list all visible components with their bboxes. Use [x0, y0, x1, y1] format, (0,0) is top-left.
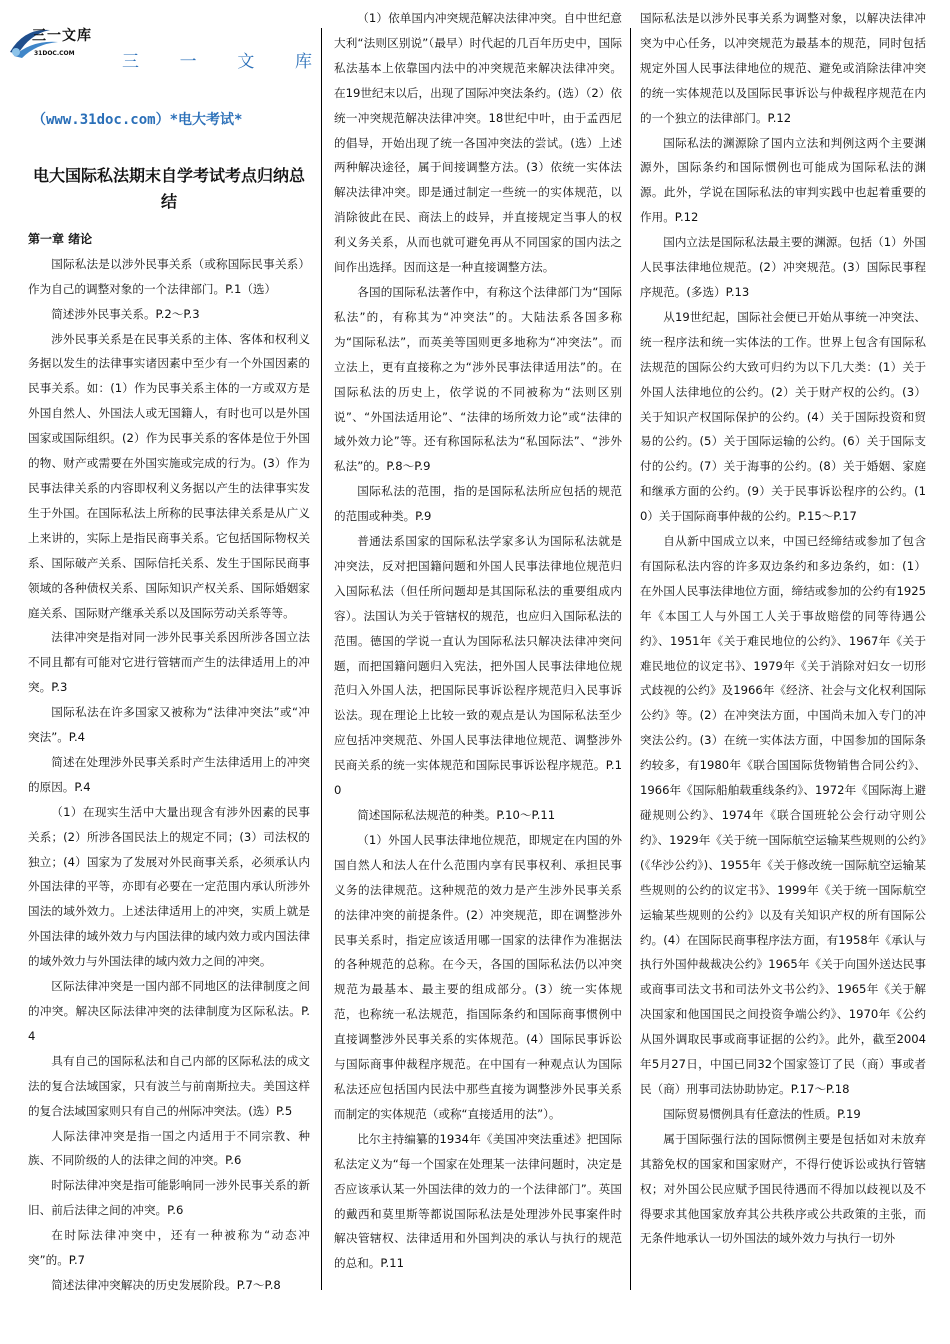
paragraph: 国际私法是以涉外民事关系为调整对象，以解决法律冲突为中心任务，以冲突规范为最基本的规范，同时包括规定外国人民事法律地位的规范、避免或消除法律冲突的统一实体规范以及国际民事诉讼与仲裁程序规范在内的一个独立的法律部门。P.12	[640, 11, 926, 125]
document-title: 电大国际私法期末自学考试考点归纳总结	[32, 165, 305, 211]
paragraph: 时际法律冲突是指可能影响同一涉外民事关系的新旧、前后法律之间的冲突。P.6	[28, 1178, 310, 1218]
paragraph: 国际贸易惯例具有任意法的性质。P.19	[663, 1106, 861, 1121]
brand-char: 一	[179, 52, 197, 72]
column-divider-1	[321, 28, 322, 1290]
paragraph: 国际私法是以涉外民事关系（或称国际民事关系）作为自己的调整对象的一个法律部门。P.1（选）	[28, 256, 310, 296]
paragraph: （1）在现实生活中大量出现含有涉外因素的民事关系；(2）所涉各国民法上的规定不同；(3）司法权的独立；(4）国家为了发展对外民商事关系，必须承认内外国法律的平等，亦即有必要在一定范围内承认所涉外国法的域外效力。上述法律适用上的冲突，实质上就是外国法律的域外效力与内国法律的域内效力或内国法律的域外效力与外国法律的域内效力之间的冲突。	[28, 804, 310, 969]
paragraph: 简述法律冲突解决的历史发展阶段。P.7～P.8	[51, 1277, 281, 1292]
paragraph: 比尔主持编纂的1934年《美国冲突法重述》把国际私法定义为“每一个国家在处理某一法律问题时，决定是否应该承认某一外国法律的效力的一个法律部门”。英国的戴西和莫里斯等都说国际私法是处理涉外民事案件时解决管辖权、法律适用和外国判决的承认与执行的规范的总和。P.11	[334, 1131, 622, 1271]
chapter-heading: 第一章 绪论	[28, 231, 93, 246]
paragraph: 具有自己的国际私法和自己内部的区际私法的成文法的复合法域国家，只有波兰与前南斯拉夫。美国这样的复合法域国家则只有自己的州际冲突法。(选）P.5	[28, 1053, 310, 1118]
paragraph: 国际私法的渊源除了国内立法和判例这两个主要渊源外，国际条约和国际惯例也可能成为国际私法的渊源。此外，学说在国际私法的审判实践中也起着重要的作用。P.12	[640, 135, 926, 225]
paragraph: 从19世纪起，国际社会便已开始从事统一冲突法、统一程序法和统一实体法的工作。世界上包含有国际私法规范的国际公约大致可归约为以下几大类：(1）关于外国人法律地位的公约。(2）关于财产权的公约。(3）关于知识产权国际保护的公约。(4）关于国际投资和贸易的公约。(5）关于国际运输的公约。(6）关于国际支付的公约。(7）关于海事的公约。(8）关于婚姻、家庭和继承方面的公约。(9）关于民事诉讼程序的公约。(10）关于国际商事仲裁的公约。P.15～P.17	[640, 309, 926, 524]
paragraph: 人际法律冲突是指一国之内适用于不同宗教、种族、不同阶级的人的法律之间的冲突。P.6	[28, 1128, 310, 1168]
site-link[interactable]: （www.31doc.com）*电大考试*	[32, 112, 243, 128]
paragraph: 简述国际私法规范的种类。P.10～P.11	[357, 808, 556, 822]
column-1	[28, 22, 310, 1298]
paragraph: 涉外民事关系是在民事关系的主体、客体和权利义务据以发生的法律事实诸因素中至少有一个外国因素的民事关系。如：(1）作为民事关系主体的一方或双方是外国自然人、外国法人或无国籍人，有时也可以是外国国家或国际组织。(2）作为民事关系的客体是位于外国的物、财产或需要在外国实施或完成的行为。(3）作为民事法律关系的内容即权利义务据以产生的法律事实发生于外国。在国际私法上所称的民事法律关系是从广义上来讲的，实际上是指民商事关系。它包括国际物权关系、国际破产关系、国际信托关系、发生于国际民商事领域的各种债权关系、国际知识产权关系、国际婚姻家庭关系、国际财产继承关系以及国际劳动关系等等。	[28, 331, 310, 620]
column-3	[640, 6, 926, 1251]
column-2	[334, 6, 622, 1276]
logo-text: 三一文库	[32, 28, 92, 44]
paragraph: 国际私法在许多国家又被称为“法律冲突法”或“冲突法”。P.4	[28, 705, 310, 745]
paragraph: 普通法系国家的国际私法学家多认为国际私法就是冲突法，反对把国籍问题和外国人民事法律地位规范归入国际私法（但任所问题却是其国际私法的重要组成内容）。法国认为关于管辖权的规范，也应归入国际私法的范围。德国的学说一直认为国际私法只解决法律冲突问题，而把国籍问题归入宪法，把外国人民事法律地位规范归入外国人法，把国际民事诉讼程序规范归入民事诉讼法。现在理论上比较一致的观点是认为国际私法至少应包括冲突规范、外国人民事法律地位规范、调整涉外民商关系的统一实体规范和国际民事诉讼程序规范。P.10	[334, 534, 622, 798]
brand-char: 库	[294, 52, 312, 72]
paragraph: 在时际法律冲突中，还有一种被称为“动态冲突”的。P.7	[28, 1228, 310, 1268]
brand-char: 三	[122, 52, 139, 72]
paragraph: 简述涉外民事关系。P.2～P.3	[51, 306, 200, 321]
logo-url: 31DOC.COM	[34, 50, 75, 57]
paragraph: 简述在处理涉外民事关系时产生法律适用上的冲突的原因。P.4	[28, 754, 310, 794]
paragraph: 各国的国际私法著作中，有称这个法律部门为“国际私法”的，有称其为“冲突法”的。大陆法系各国多称为“国际私法”，而英美等国则更多地称为“冲突法”。而立法上，更有直接称之为“涉外民事法律适用法”的。在国际私法的历史上，依学说的不同被称为“法则区别说”、“外国法适用论”、“法律的场所效力论”或“法律的域外效力论”等。还有称国际私法为“私国际法”、“涉外私法”的。P.8～P.9	[334, 284, 622, 474]
brand-name	[122, 50, 312, 75]
paragraph: 区际法律冲突是一国内部不同地区的法律制度之间的冲突。解决区际法律冲突的法律制度为区际私法。P.4	[28, 979, 310, 1043]
paragraph: 属于国际强行法的国际惯例主要是包括如对未放弃其豁免权的国家和国家财产，不得行使诉讼或执行管辖权；对外国公民应赋予国民待遇而不得加以歧视以及不得要求其他国家放弃其公共秩序或公共政策的主张，而无条件地承认一切外国法的域外效力与执行一切外	[640, 1131, 926, 1246]
paragraph: 法律冲突是指对同一涉外民事关系因所涉各国立法不同且都有可能对它进行管辖而产生的法律适用上的冲突。P.3	[28, 630, 310, 695]
paragraph: 国际私法的范围，指的是国际私法所应包括的规范的范围或种类。P.9	[334, 484, 622, 524]
brand-char: 文	[237, 52, 255, 72]
column-divider-2	[630, 28, 631, 1290]
paragraph: （1）外国人民事法律地位规范，即规定在内国的外国自然人和法人在什么范围内享有民事权利、承担民事义务的法律规范。这种规范的效力是产生涉外民事关系的法律冲突的前提条件。(2）冲突规范，即在调整涉外民事关系时，指定应该适用哪一国家的法律作为准据法的各种规范的总称。在今天，各国的国际私法仍以冲突规范为最基本、最主要的组成部分。(3）统一实体规范，也称统一私法规范，指国际条约和国际商事惯例中直接调整涉外民事关系的实体规范。(4）国际民事诉讼与国际商事仲裁程序规范。在中国有一种观点认为国际私法还应包括国内民法中那些直接为调整涉外民事关系而制定的实体规范（或称“直接适用的法”）。	[334, 832, 622, 1121]
paragraph: （1）依单国内冲突规范解决法律冲突。自中世纪意大利“法则区别说”（最早）时代起的几百年历史中，国际私法基本上依靠国内法中的冲突规范来解决法律冲突。在19世纪末以后，出现了国际冲突法条约。(选）（2）依统一冲突规范解决法律冲突。18世纪中叶，由于孟西尼的倡导，开始出现了统一各国冲突法的尝试。(选）上述两种解决途径，属于间接调整方法。(3）依统一实体法解决法律冲突。即是通过制定一些统一的实体规范，以消除彼此在民、商法上的歧异，并直接规定当事人的权利义务关系，从而也就可避免再从不同国家的国内法之间作出选择。因而这是一种直接调整方法。	[334, 11, 622, 275]
paragraph: 国内立法是国际私法最主要的渊源。包括（1）外国人民事法律地位规范。(2）冲突规范。(3）国际民事程序规范。(多选）P.13	[640, 235, 926, 299]
paragraph: 自从新中国成立以来，中国已经缔结或参加了包含有国际私法内容的许多双边条约和多边条约，如：(1）在外国人民事法律地位方面，缔结或参加的公约有1925年《本国工人与外国工人关于事故赔偿的同等待遇公约》、1951年《关于难民地位的公约》、1967年《关于难民地位的议定书》、1979年《关于消除对妇女一切形式歧视的公约》及1966年《经济、社会与文化权利国际公约》等。(2）在冲突法方面，中国尚未加入专门的冲突法公约。(3）在统一实体法方面，中国参加的国际条约较多，有1980年《联合国国际货物销售合同公约》、1966年《国际船舶载重线条约》、1972年《国际海上避碰规则公约》、1974年《联合国班轮公会行动守则公约》、1929年《关于统一国际航空运输某些规则的公约》(《华沙公约》)、1955年《关于修改统一国际航空运输某些规则的公约的议定书》、1999年《关于统一国际航空运输某些规则的公约》以及有关知识产权的所有国际公约。(4）在国际民商事程序法方面，有1958年《承认与执行外国仲裁裁决公约》1965年《关于向国外送达民事或商事司法文书和司法外文书公约》、1965年《关于解决国家和他国国民之间投资争端公约》、1970年《公约从国外调取民事或商事证据的公约》。此外，截至2004年5月27日，中国已同32个国家签订了民（商）事或者民（商）刑事司法协助协定。P.17～P.18	[640, 534, 926, 1096]
